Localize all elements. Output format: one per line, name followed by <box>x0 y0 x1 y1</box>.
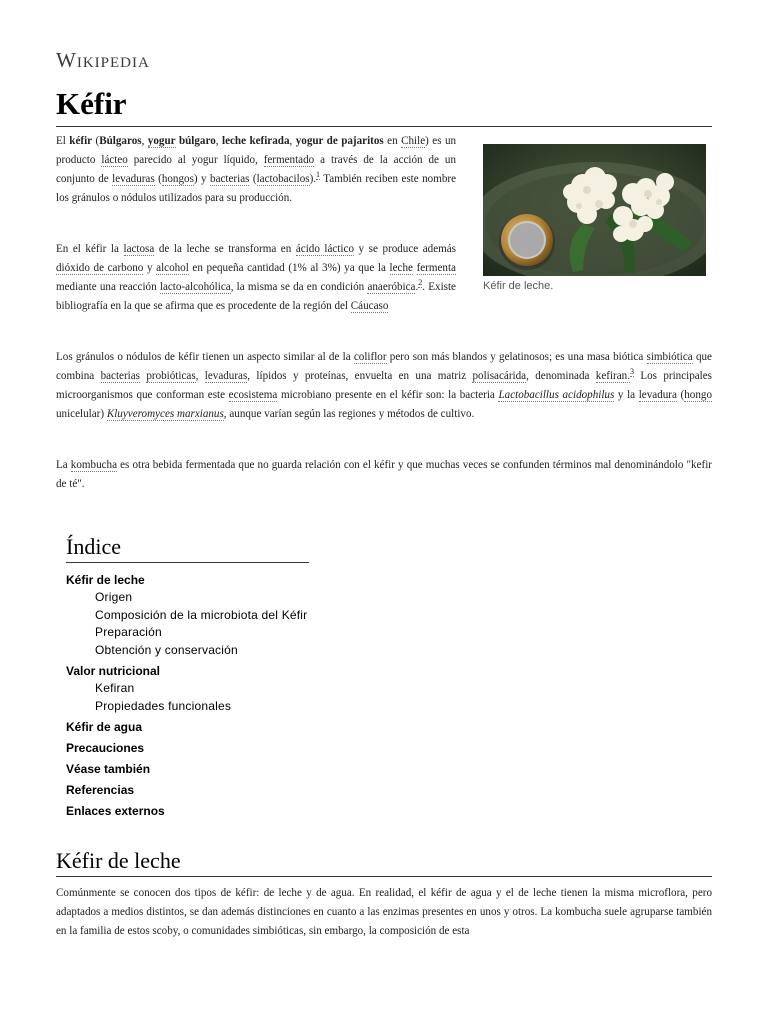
link-hongos[interactable]: hongos <box>161 173 194 185</box>
intro-paragraph-2 <box>56 240 456 316</box>
toc-sublist <box>66 589 366 659</box>
bold-term-bulgaros: Búlgaros <box>99 135 142 147</box>
title-divider <box>56 126 712 127</box>
text: , denominada <box>526 370 596 382</box>
link-acido-lactico[interactable]: ácido láctico <box>295 243 354 255</box>
link-alcohol[interactable]: alcohol <box>156 262 189 274</box>
text: El <box>56 135 70 147</box>
text: que combina <box>56 351 712 382</box>
link-fermentado[interactable]: fermentado <box>263 154 315 166</box>
toc-link-precauciones[interactable]: Precauciones <box>66 741 145 755</box>
text: La <box>56 459 71 471</box>
toc-title: Índice <box>66 534 309 563</box>
text: , <box>215 135 222 147</box>
link-levaduras[interactable]: levaduras <box>112 173 155 185</box>
link-kefiran[interactable]: kefiran. <box>595 370 630 382</box>
toc-link-kefiran[interactable]: Kefiran <box>95 681 135 695</box>
text: de la leche se transforma en <box>154 243 296 255</box>
section-heading: Kéfir de leche <box>56 848 181 873</box>
intro-paragraph-4 <box>56 456 712 494</box>
bold-term-yogur-de-pajaritos: yogur de pajaritos <box>295 135 384 147</box>
link-leche[interactable]: leche <box>389 262 413 274</box>
text: . <box>415 281 419 293</box>
toc-item <box>66 571 366 659</box>
toc-link-propiedades-funcionales[interactable]: Propiedades funcionales <box>95 698 232 713</box>
toc-list <box>66 571 366 820</box>
text: , <box>195 370 205 382</box>
text: ( <box>676 389 685 401</box>
intro-paragraph-3 <box>56 348 712 424</box>
text: Los principales microorganismos que conforman este <box>56 370 713 401</box>
text: en <box>383 135 402 147</box>
toc-link-preparacion[interactable]: Preparación <box>95 625 162 639</box>
text: ) y <box>193 173 211 185</box>
link-lacto-alcoholica[interactable]: lacto-alcohólica <box>159 281 231 293</box>
text: pero son más blandos y gelatinosos; es una masa biótica <box>386 351 647 363</box>
link-fermenta[interactable]: fermenta <box>416 262 456 274</box>
toc-link-obtencion[interactable]: Obtención y conservación <box>95 642 238 657</box>
link-bacterias[interactable]: bacterias <box>100 370 140 382</box>
text: es otra bebida fermentada que no guarda relación con el kéfir y que muchas veces se confunden términos mal denominándolo "kefir de té". <box>56 459 712 490</box>
text: ) es un producto <box>56 135 457 166</box>
link-chile[interactable]: Chile <box>401 135 426 147</box>
kefir-figure <box>483 144 706 292</box>
bold-term-kefir: kéfir <box>69 135 93 147</box>
intro-paragraph-1 <box>56 132 456 208</box>
text: y se produce además <box>354 243 456 255</box>
figure-caption: Kéfir de leche. <box>483 280 554 292</box>
link-bacterias[interactable]: bacterias <box>210 173 250 185</box>
text: , <box>141 135 148 147</box>
text: en pequeña cantidad (1% al 3%) ya que la <box>188 262 390 274</box>
text: unicelular) <box>56 408 107 420</box>
text: También reciben este nombre los gránulos o nódulos utilizados para su producción. <box>56 173 457 204</box>
text: y la <box>614 389 639 401</box>
link-hongo[interactable]: hongo <box>684 389 712 401</box>
link-levadura[interactable]: levadura <box>638 389 677 401</box>
reference-2[interactable]: 2 <box>418 278 423 288</box>
section-paragraph: Comúnmente se conocen dos tipos de kéfir: de leche y de agua. En realidad, el kéfir de agua y el de leche tienen la misma microflora, pero adaptados a medios distintos, se dan además distinciones en cuanto a las enzimas presentes en unos y otros. La kombucha suele agruparse también en la familia de estos scoby, o comunidades simbióticas, sin embargo, la composición de esta <box>56 887 712 937</box>
text: En el kéfir la <box>56 243 124 255</box>
link-polisacarida[interactable]: polisacárida <box>472 370 527 382</box>
wikipedia-wordmark[interactable]: Wikipedia <box>56 48 150 72</box>
text: , lípidos y proteínas, envuelta en una matriz <box>247 370 473 382</box>
text: ( <box>249 173 257 185</box>
text: Los gránulos o nódulos de kéfir tienen un aspecto similar al de la <box>56 351 354 363</box>
link-lactobacillus-acidophilus[interactable]: Lactobacillus acidophilus <box>498 389 615 401</box>
toc-link-vease-tambien[interactable]: Véase también <box>66 762 151 776</box>
bold-term-leche-kefirada: leche kefirada <box>221 135 290 147</box>
link-yogur[interactable]: yogur <box>147 135 176 147</box>
text: ). <box>309 173 317 185</box>
section-divider <box>56 876 712 877</box>
text: a través de la acción de un conjunto de <box>56 154 456 185</box>
link-lactosa[interactable]: lactosa <box>123 243 155 255</box>
toc-link-kefir-de-leche[interactable]: Kéfir de leche <box>66 573 145 587</box>
text: ( <box>154 173 162 185</box>
text: y <box>143 262 157 274</box>
link-levaduras[interactable]: levaduras <box>204 370 248 382</box>
reference-1[interactable]: 1 <box>316 170 321 180</box>
table-of-contents <box>66 534 366 820</box>
link-probioticas[interactable]: probióticas <box>146 370 196 382</box>
link-kombucha[interactable]: kombucha <box>70 459 118 471</box>
text: , aunque varían según las regiones y métodos de cultivo. <box>223 408 475 420</box>
text: mediante una reacción <box>56 281 160 293</box>
link-anaerobica[interactable]: anaeróbica <box>367 281 416 293</box>
bold-term-bulgaro: búlgaro <box>178 135 216 147</box>
text: . Existe bibliografía en la que se afirma que es procedente de la región del <box>56 281 456 312</box>
text: , la misma se da en condición <box>230 281 368 293</box>
toc-link-kefir-de-agua[interactable]: Kéfir de agua <box>66 720 143 734</box>
link-caucaso[interactable]: Cáucaso <box>350 300 389 312</box>
reference-3[interactable]: 3 <box>629 367 634 377</box>
link-lactobacilos[interactable]: lactobacilos <box>256 173 310 185</box>
page-title: Kéfir <box>56 86 127 121</box>
link-simbiotica[interactable]: simbiótica <box>646 351 693 363</box>
toc-link-composicion[interactable]: Composición de la microbiota del Kéfir <box>95 607 308 622</box>
toc-link-valor-nutricional[interactable]: Valor nutricional <box>66 664 161 678</box>
text: microbiano presente en el kéfir son: la bacteria <box>277 389 499 401</box>
toc-link-origen[interactable]: Origen <box>95 590 133 604</box>
link-kluyveromyces-marxianus[interactable]: Kluyveromyces marxianus <box>106 408 224 420</box>
toc-link-enlaces-externos[interactable]: Enlaces externos <box>66 804 165 818</box>
toc-sublist <box>66 680 366 715</box>
link-lacteo[interactable]: lácteo <box>101 154 128 166</box>
link-dioxido-de-carbono[interactable]: dióxido de carbono <box>56 262 144 274</box>
toc-item <box>66 662 366 715</box>
link-ecosistema[interactable]: ecosistema <box>228 389 278 401</box>
text: , <box>289 135 296 147</box>
text: parecido al yogur líquido, <box>127 154 264 166</box>
toc-link-referencias[interactable]: Referencias <box>66 783 135 797</box>
kefir-photo[interactable] <box>483 144 706 276</box>
text: ( <box>92 135 100 147</box>
link-coliflor[interactable]: coliflor <box>353 351 387 363</box>
